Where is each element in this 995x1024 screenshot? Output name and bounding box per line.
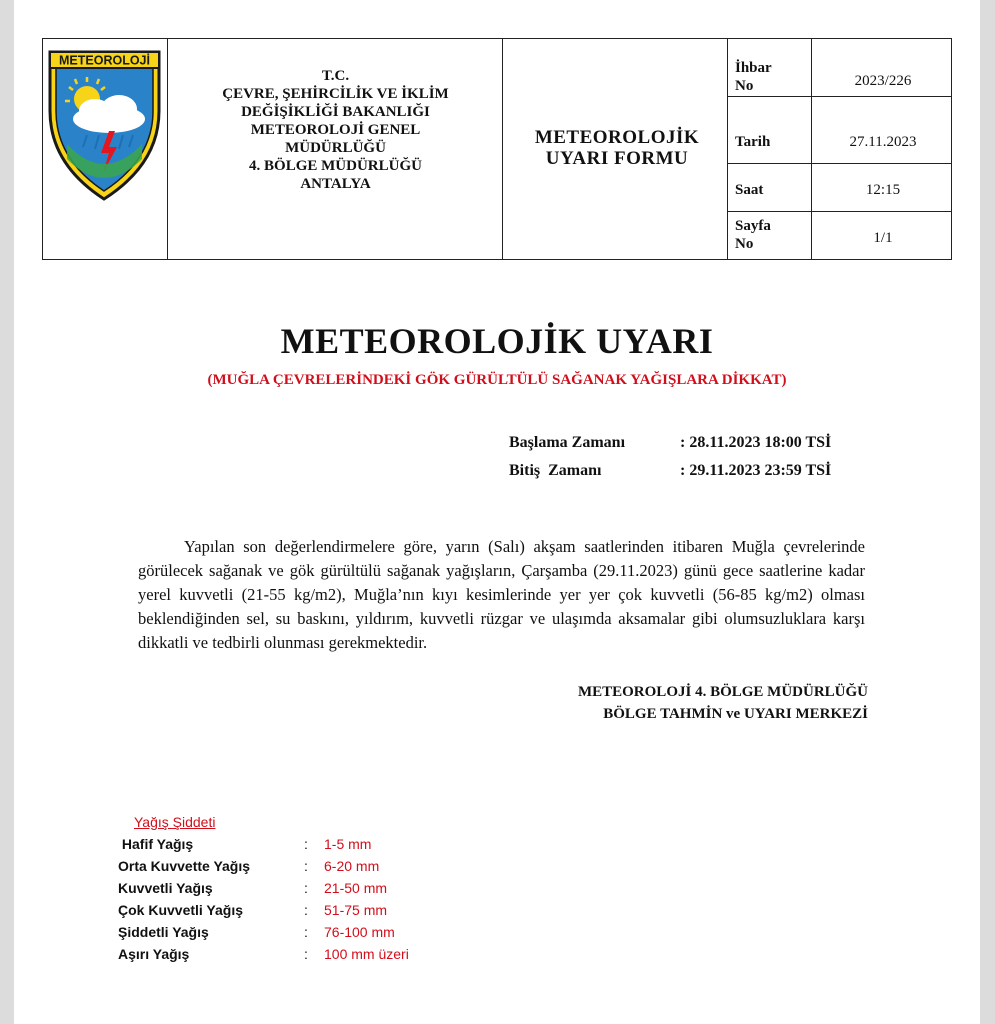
institution-line: 4. BÖLGE MÜDÜRLÜĞÜ [249, 158, 422, 174]
legend-title: Yağış Şiddeti [134, 814, 216, 830]
institution-line: DEĞİŞİKLİĞİ BAKANLIĞI [241, 104, 430, 120]
form-title [505, 127, 729, 169]
meta-value-ihbar: 2023/226 [854, 73, 912, 89]
start-time-label: Başlama Zamanı [509, 434, 626, 451]
legend-row-value: 100 mm üzeri [324, 946, 409, 962]
legend-row-value: 21-50 mm [324, 880, 388, 896]
form-title-line: METEOROLOJİK [534, 127, 700, 148]
institution-block [168, 67, 503, 193]
meta-label-line: İhbar [735, 60, 772, 76]
legend-row-colon: : [304, 858, 308, 874]
meta-label-tarih [735, 133, 810, 151]
legend-row-colon: : [304, 946, 308, 962]
form-title-line: UYARI FORMU [545, 148, 689, 169]
meta-label-line: Sayfa [735, 218, 771, 234]
divider [727, 211, 952, 212]
divider [727, 96, 952, 97]
legend-row-colon: : [304, 836, 308, 852]
signature-line-1: METEOROLOJİ 4. BÖLGE MÜDÜRLÜĞÜ [577, 684, 868, 700]
legend-row-name: Aşırı Yağış [118, 946, 190, 962]
legend-row-name: Kuvvetli Yağış [118, 880, 213, 896]
institution-line: T.C. [321, 68, 350, 84]
legend-row-value: 76-100 mm [324, 924, 395, 940]
legend-row-name: Orta Kuvvette Yağış [118, 858, 251, 874]
legend-row-colon: : [304, 924, 308, 940]
legend-row-name: Şiddetli Yağış [118, 924, 209, 940]
meteoroloji-logo [47, 49, 162, 201]
meta-label-line: No [735, 236, 754, 252]
meta-value-saat: 12:15 [865, 182, 901, 198]
institution-line: ANTALYA [300, 176, 371, 192]
signature-line-2: BÖLGE TAHMİN ve UYARI MERKEZİ [603, 706, 868, 722]
institution-line: ÇEVRE, ŞEHİRCİLİK VE İKLİM [222, 86, 449, 102]
legend-row-value: 51-75 mm [324, 902, 388, 918]
legend-row-colon: : [304, 902, 308, 918]
institution-line: METEOROLOJİ GENEL [250, 122, 421, 138]
meta-label-line: Saat [735, 182, 764, 198]
page-subtitle: (MUĞLA ÇEVRELERİNDEKİ GÖK GÜRÜLTÜLÜ SAĞANAK YAĞIŞLARA DİKKAT) [207, 372, 787, 388]
divider [811, 39, 812, 259]
legend-row-value: 6-20 mm [324, 858, 380, 874]
meta-label-saat [735, 181, 810, 199]
legend-row-name: Çok Kuvvetli Yağış [118, 902, 244, 918]
meta-value-tarih: 27.11.2023 [849, 134, 917, 150]
document-page [14, 0, 980, 1024]
page-title: METEOROLOJİK UYARI [280, 321, 714, 361]
legend-row-name: Hafif Yağış [118, 836, 194, 852]
meta-label-line: No [735, 78, 754, 94]
meta-label-ihbar [735, 59, 810, 95]
legend-row-colon: : [304, 880, 308, 896]
meta-label-line: Tarih [735, 134, 771, 150]
end-time-value: : 29.11.2023 23:59 TSİ [680, 462, 832, 479]
start-time-value: : 28.11.2023 18:00 TSİ [680, 434, 832, 451]
meta-label-sayfa [735, 217, 810, 253]
institution-line: MÜDÜRLÜĞÜ [285, 140, 386, 156]
meta-value-sayfa: 1/1 [873, 230, 893, 246]
end-time-label: Bitiş Zamanı [509, 462, 602, 479]
divider [727, 163, 952, 164]
legend-row-value: 1-5 mm [324, 836, 372, 852]
logo-text: METEOROLOJİ [59, 53, 150, 68]
header-table [42, 38, 952, 260]
warning-body-text: Yapılan son değerlendirmelere göre, yarın (Salı) akşam saatlerinden itibaren Muğla çevrelerinde görülecek sağanak ve gök gürültülü sağanak yağışların, Çarşamba (29.11.2023) günü gece saatlerine kadar yerel kuvvetli (21-55 kg/m2), Muğla’nın kıyı kesimlerinde yer yer çok kuvvetli (56-85 kg/m2) olması beklendiğinden sel, su baskını, yıldırım, kuvvetli rüzgar ve ulaşımda aksamalar gibi olumsuzluklara karşı dikkatli ve tedbirli olunması gerekmektedir. [138, 537, 865, 652]
